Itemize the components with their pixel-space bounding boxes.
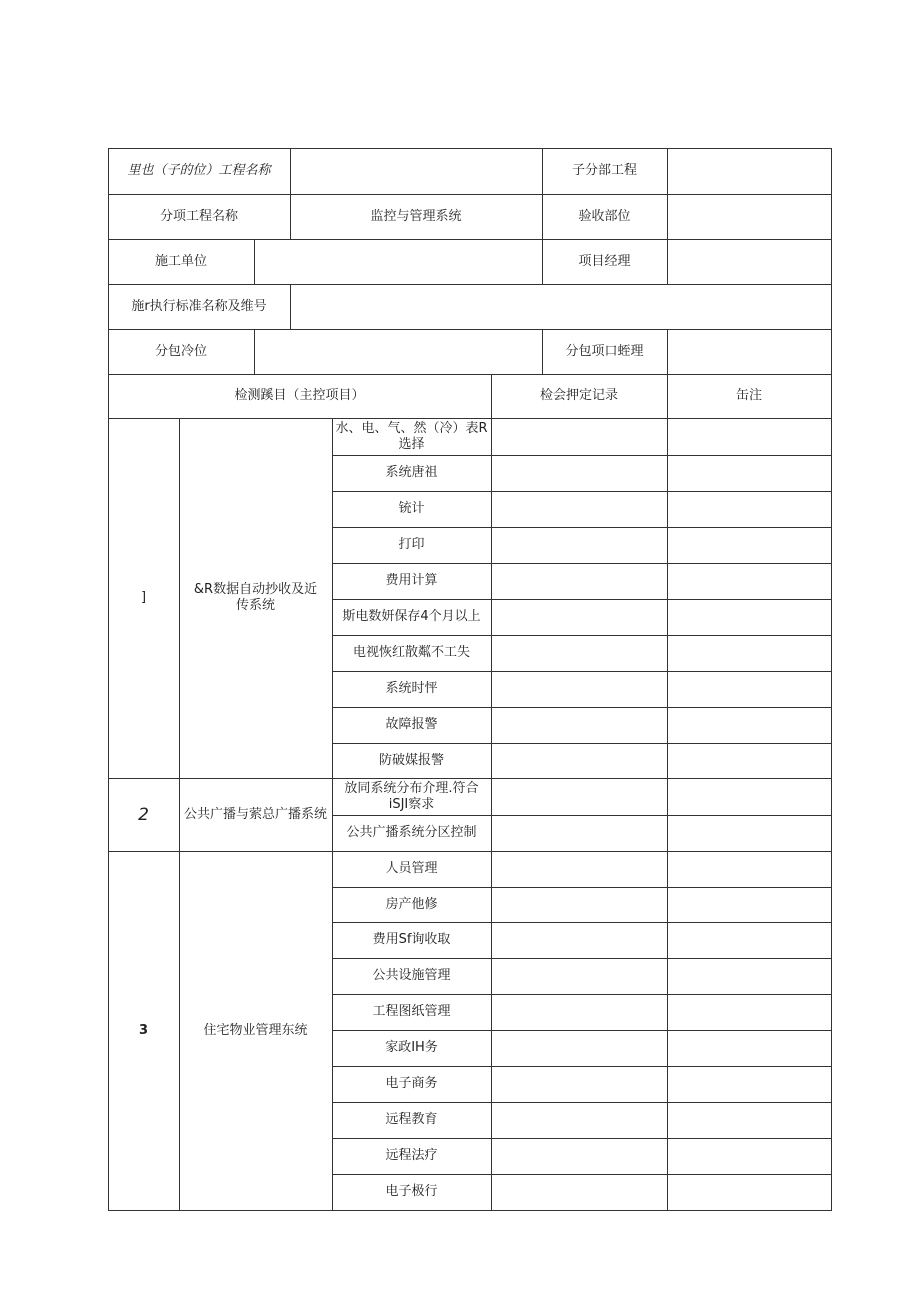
check-item: 系统唐祖 <box>385 465 438 480</box>
acceptance-part-label: 验收部位 <box>578 208 631 224</box>
subcontractor-value[interactable] <box>254 329 542 374</box>
check-item: 人员管理 <box>385 861 438 876</box>
check-item: 公共设施管理 <box>372 968 451 983</box>
check-item: 电子极行 <box>385 1184 438 1199</box>
acceptance-part-value[interactable] <box>667 194 831 239</box>
subdivision-value[interactable] <box>667 148 831 194</box>
project-manager-label: 项目经理 <box>578 253 631 269</box>
sub-manager-label: 分包项口蛭理 <box>565 343 644 359</box>
standard-value[interactable] <box>290 284 831 329</box>
group-number: 3 <box>138 1022 149 1038</box>
item-project-value[interactable]: 监控与管理系统 <box>370 208 462 224</box>
check-item: 工程图纸管理 <box>372 1004 451 1019</box>
subdivision-label: 子分部工程 <box>571 163 637 178</box>
check-item: 远程法疗 <box>385 1148 438 1163</box>
contractor-label: 施工单位 <box>154 253 207 269</box>
check-item: 系统时怦 <box>385 681 438 696</box>
check-item: 斯电数妍保存4个月以上 <box>342 609 481 624</box>
contractor-value[interactable] <box>254 239 542 284</box>
check-item: 公共广播系统分区控制 <box>346 825 477 840</box>
subcontractor-label: 分包冷位 <box>154 343 207 359</box>
check-item: 打印 <box>398 537 425 552</box>
border-line <box>667 329 668 1211</box>
item-project-label: 分项工程名称 <box>159 208 238 224</box>
check-item: 故障报警 <box>385 717 438 732</box>
check-item: 远程教育 <box>385 1112 438 1127</box>
unit-project-value[interactable] <box>290 148 542 194</box>
border-line <box>108 1210 832 1211</box>
check-item: 电子商务 <box>385 1076 438 1091</box>
column-header-remark: 缶注 <box>735 388 762 403</box>
check-item: 电视恢红散粼不工失 <box>352 645 470 660</box>
group-system-name: 住宅物业管理东统 <box>203 1022 308 1038</box>
group-system-name: 公共广播与萦总广播系统 <box>183 806 327 822</box>
check-item: 放同系统分布介理.符合iSJI察求 <box>344 780 479 812</box>
column-header-record: 检会押定记录 <box>539 388 618 403</box>
group-system-name: &R数据自动抄收及近传系统 <box>193 582 318 613</box>
check-item: 家政IH务 <box>385 1040 438 1055</box>
project-manager-value[interactable] <box>667 239 831 284</box>
check-item: 费用Sf询收取 <box>372 932 451 947</box>
sub-manager-value[interactable] <box>667 329 831 374</box>
border-line <box>831 148 832 1211</box>
check-item: 防破媒报警 <box>378 752 444 768</box>
standard-label: 施r执行标准名称及维号 <box>131 298 267 314</box>
group-number: 2 <box>138 804 149 825</box>
check-item: 费用计算 <box>385 573 438 588</box>
check-item: 水、电、气、然（冷）表R选择 <box>335 420 488 452</box>
column-header-item: 检测蹊目（主控项目） <box>234 388 365 403</box>
check-item: 房产他修 <box>385 896 438 912</box>
group-number: ] <box>140 590 147 605</box>
check-item: 铳计 <box>398 501 425 516</box>
unit-project-label: 里也（子的位）工程名称 <box>127 163 271 178</box>
border-line <box>491 374 492 1211</box>
